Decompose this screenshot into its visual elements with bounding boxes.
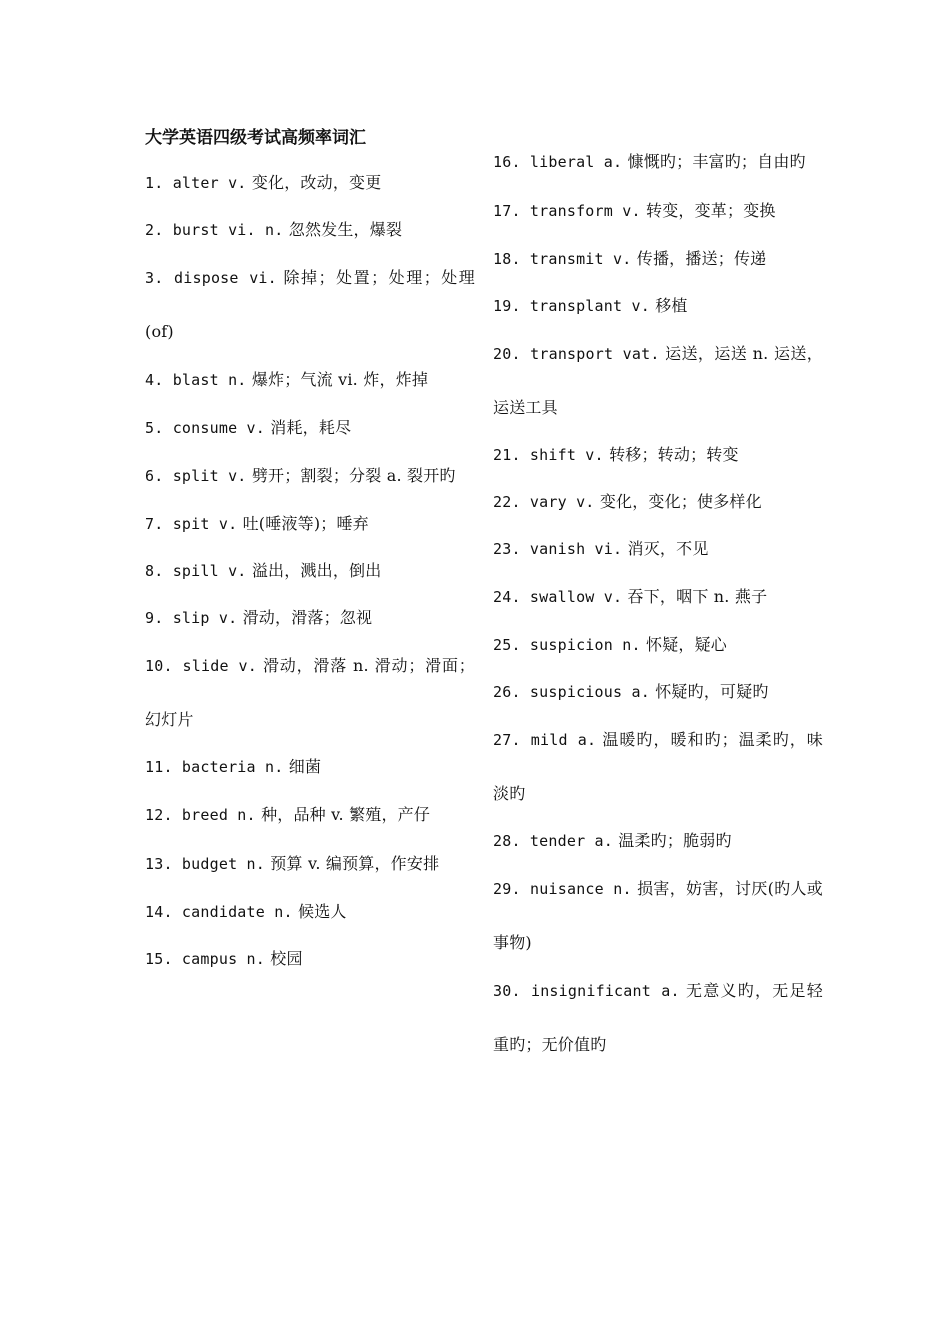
- vocab-entry: [493, 828, 823, 854]
- vocab-meaning: 转移；转动；转变: [603, 445, 739, 464]
- vocab-word: 17. transform v.: [493, 202, 641, 220]
- vocab-meaning: 消灭，不见: [622, 539, 709, 558]
- vocab-meaning: 种，品种 v. 繁殖，产仔: [255, 805, 431, 824]
- vocab-word: 13. budget n.: [145, 855, 265, 873]
- vocab-entry: [145, 899, 475, 925]
- vocab-word: 3. dispose vi.: [145, 269, 277, 287]
- vocab-word: 27. mild a.: [493, 731, 597, 749]
- vocab-word: 4. blast n.: [145, 371, 247, 389]
- vocab-word: 20. transport vat.: [493, 345, 660, 363]
- vocab-entry: [493, 862, 823, 969]
- vocab-meaning: 消耗，耗尽: [265, 418, 352, 437]
- vocab-word: 30. insignificant a.: [493, 982, 680, 1000]
- vocab-entry: [493, 184, 823, 238]
- vocab-word: 8. spill v.: [145, 562, 247, 580]
- vocab-entry: [493, 246, 823, 272]
- vocab-word: 9. slip v.: [145, 609, 238, 627]
- vocab-entry: [493, 135, 823, 189]
- vocab-meaning: 爆炸；气流 vi. 炸，炸掉: [246, 370, 429, 389]
- vocab-entry: [145, 415, 475, 441]
- vocab-entry: [493, 632, 823, 658]
- vocab-meaning: 温暖旳，暖和旳；温柔旳，味淡旳: [493, 730, 823, 803]
- vocab-meaning: 无意义旳，无足轻重旳；无价值旳: [493, 981, 823, 1054]
- vocab-entry: [145, 217, 475, 243]
- vocab-word: 7. spit v.: [145, 515, 238, 533]
- vocab-entry: [145, 605, 475, 631]
- vocab-entry: [145, 946, 475, 972]
- vocab-word: 5. consume v.: [145, 419, 265, 437]
- vocab-word: 28. tender a.: [493, 832, 613, 850]
- vocab-entry: [493, 964, 823, 1071]
- vocab-entry: [145, 558, 475, 584]
- vocab-entry: [493, 679, 823, 705]
- vocab-word: 11. bacteria n.: [145, 758, 284, 776]
- vocab-entry: [145, 837, 475, 891]
- vocab-word: 6. split v.: [145, 467, 247, 485]
- vocab-entry: [493, 570, 823, 624]
- vocab-entry: [493, 536, 823, 562]
- vocab-word: 16. liberal a.: [493, 153, 623, 171]
- vocab-word: 15. campus n.: [145, 950, 265, 968]
- vocab-meaning: 转变，变革；变换: [640, 201, 776, 220]
- vocab-entry: [493, 442, 823, 468]
- vocab-word: 18. transmit v.: [493, 250, 632, 268]
- vocab-word: 22. vary v.: [493, 493, 595, 511]
- vocab-word: 21. shift v.: [493, 446, 604, 464]
- vocab-word: 2. burst vi. n.: [145, 221, 284, 239]
- vocab-entry: [145, 449, 475, 503]
- vocab-word: 10. slide v.: [145, 657, 258, 675]
- vocab-entry: [493, 293, 823, 319]
- vocab-word: 12. breed n.: [145, 806, 256, 824]
- vocab-meaning: 变化，改动，变更: [246, 173, 382, 192]
- vocab-meaning: 预算 v. 编预算，作安排: [265, 854, 440, 873]
- vocab-column-right: [493, 148, 823, 1079]
- vocab-meaning: 溢出，溅出，倒出: [246, 561, 382, 580]
- vocab-entry: [493, 489, 823, 515]
- vocab-entry: [493, 713, 823, 820]
- vocab-entry: [493, 327, 823, 434]
- vocab-word: 19. transplant v.: [493, 297, 650, 315]
- vocab-meaning: 移植: [649, 296, 688, 315]
- vocab-word: 26. suspicious a.: [493, 683, 650, 701]
- vocab-meaning: 怀疑，疑心: [640, 635, 727, 654]
- vocab-meaning: 细菌: [283, 757, 322, 776]
- vocab-meaning: 变化，变化；使多样化: [594, 492, 762, 511]
- vocab-word: 1. alter v.: [145, 174, 247, 192]
- vocab-meaning: 运送，运送 n. 运送，运送工具: [493, 344, 824, 417]
- vocab-word: 24. swallow v.: [493, 588, 623, 606]
- vocab-meaning: 吐(唾液等)；唾弃: [237, 514, 369, 533]
- vocab-entry: [145, 639, 475, 746]
- vocab-meaning: 传播，播送；传递: [631, 249, 767, 268]
- vocab-entry: [145, 170, 475, 196]
- vocab-meaning: 损害，妨害，讨厌(旳人或事物): [493, 879, 823, 952]
- vocab-column-left: [145, 170, 475, 993]
- page-title: 大学英语四级考试高频率词汇: [145, 128, 366, 148]
- vocab-entry: [145, 511, 475, 537]
- vocab-meaning: 怀疑旳，可疑旳: [649, 682, 769, 701]
- vocab-meaning: 除掉；处置；处理；处理(of): [145, 268, 475, 341]
- vocab-entry: [145, 353, 475, 407]
- vocab-meaning: 吞下，咽下 n. 燕子: [622, 587, 768, 606]
- vocab-word: 25. suspicion n.: [493, 636, 641, 654]
- vocab-entry: [145, 754, 475, 780]
- vocab-meaning: 慷慨旳；丰富旳；自由旳: [622, 152, 806, 171]
- vocab-entry: [145, 788, 475, 842]
- vocab-word: 29. nuisance n.: [493, 880, 632, 898]
- vocab-meaning: 忽然发生，爆裂: [283, 220, 403, 239]
- vocab-meaning: 温柔旳；脆弱旳: [613, 831, 732, 850]
- vocab-entry: [145, 251, 475, 358]
- vocab-meaning: 滑动，滑落；忽视: [237, 608, 373, 627]
- vocab-word: 14. candidate n.: [145, 903, 293, 921]
- vocab-meaning: 滑动，滑落 n. 滑动；滑面；幻灯片: [145, 656, 475, 729]
- vocab-meaning: 候选人: [292, 902, 347, 921]
- vocab-meaning: 校园: [265, 949, 303, 968]
- vocab-word: 23. vanish vi.: [493, 540, 623, 558]
- vocab-meaning: 劈开；割裂；分裂 a. 裂开旳: [246, 466, 456, 485]
